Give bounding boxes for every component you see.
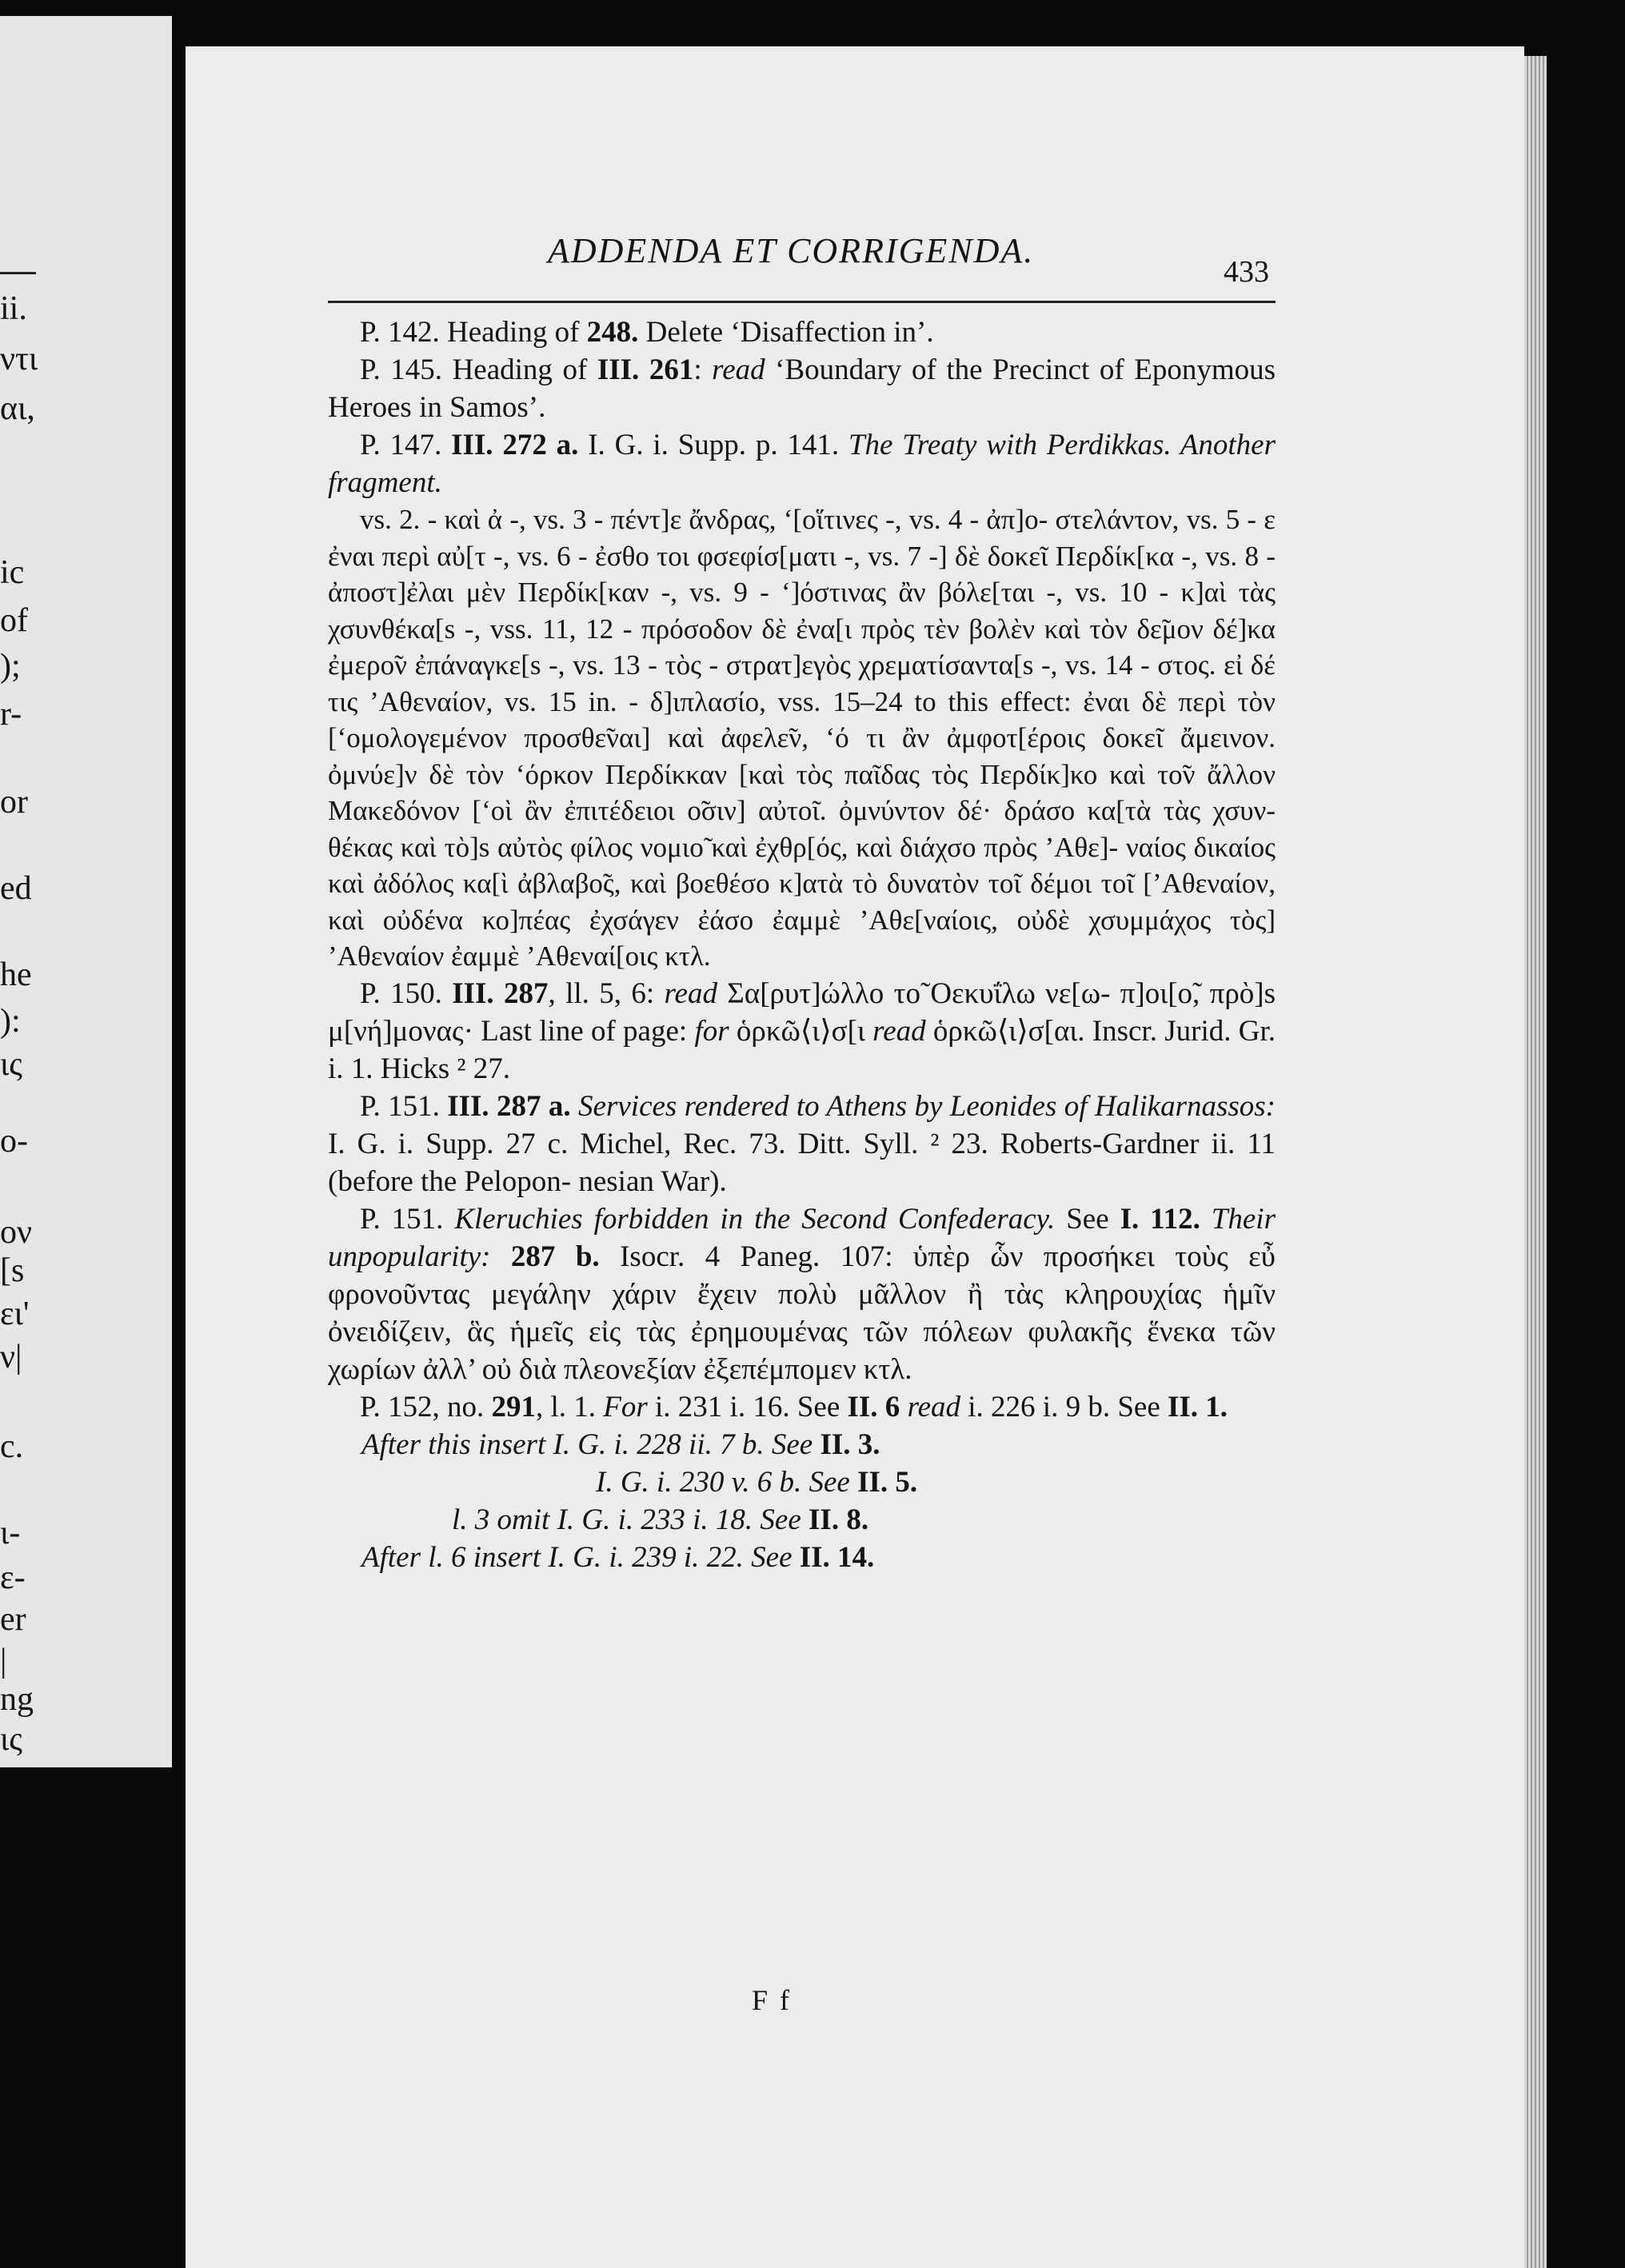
entry-number: 291 bbox=[491, 1390, 536, 1423]
facing-page-fragment: or bbox=[0, 784, 28, 821]
insert-lead: After l. 6 insert bbox=[361, 1540, 541, 1574]
facing-page-fragment: ii. bbox=[0, 290, 27, 327]
insert-lead: After this insert bbox=[361, 1427, 546, 1461]
entry-title: Kleruchies forbidden in the Second Confederacy. bbox=[454, 1202, 1056, 1236]
entry-text: See bbox=[1055, 1202, 1120, 1236]
entry-ref: P. 152, no. bbox=[360, 1390, 492, 1423]
page-body bbox=[328, 313, 1276, 1576]
insert-line bbox=[328, 1539, 1276, 1576]
facing-page-fragment: ic bbox=[0, 554, 25, 591]
facing-page-fragment: he bbox=[0, 956, 32, 993]
facing-page-fragment: er bbox=[0, 1601, 26, 1638]
entry-number: II. 6 bbox=[847, 1390, 900, 1423]
insert-number: II. 14. bbox=[799, 1540, 875, 1574]
entry-p151-a bbox=[328, 1088, 1276, 1200]
entry-ref: P. 145. Heading of bbox=[360, 353, 597, 386]
entry-p142 bbox=[328, 313, 1276, 351]
entry-text: : bbox=[693, 353, 713, 386]
facing-page-fragment: ng bbox=[0, 1681, 34, 1718]
insert-number: II. 3. bbox=[820, 1427, 880, 1461]
entry-p147 bbox=[328, 426, 1276, 501]
insert-lead: l. 3 omit bbox=[452, 1503, 550, 1536]
entry-text: , ll. 5, 6: bbox=[548, 976, 665, 1010]
entry-ref: P. 150. bbox=[360, 976, 453, 1010]
greek-inscription: vs. 2. - καὶ ἀ -, vs. 3 - πέντ]ε ἄνδρας, ‘[οἵτινες -, vs. 4 - ἀπ]ο- στελάντον, vs. 5 - ε ἐναι περὶ αὐ[τ -, vs. 6 - ἐσθο τοι φσεφίσ[ματι -, vs. 7 -] δὲ δοκεῖ Περδίκ[κα -, vs. 8 - ἀποστ]ἐλαι μὲν Περδίκ[καν -, vs. 9 - ‘]όστινας ἂν βόλε[ται -, vs. 10 - κ]αὶ τὰς χσυνθέκα[s -, vss. 11, 12 - πρόσοδον δὲ ἐνα[ι πρὸς τὲν βολὲν καὶ τὸν δε̃μον δέ]κα ἐμερο̃ν ἐπάναγκε[s -, vs. 13 - τὸς - στρατ]εγὸς χρεματίσαντα[s -, vs. 14 - στος. εἰ δέ τις ’Αθεναίον, vs. 15 in. - δ]ιπλασίο, vss. 15–24 to this effect: ἐναι δὲ περὶ τὸν [‘ομολογεμένον προσθε̃ναι] καὶ ἀφελε̃ν, ‘ό τι ἂν ἀμφοτ[έροις δοκε̃ι ἄμεινον. ὀμνύε]ν δὲ τὸν ‘όρκον Περδίκκαν [καὶ τὸς παῖδας τὸς Περδίκ]κο καὶ το̃ν ἄλλον Μακεδόνον [‘οὶ ἂν ἐπιτέδειοι ο̃σιν] αὐτο̃ι. ὀμνύντον δέ· δράσο κα[τὰ τὰς χσυν- θέκας καὶ τὸ]s αὐτὸς φίλος νομιο̃ καὶ ἐχθρ[ός, καὶ διάχσο πρὸς ’Αθε]- ναίος δικαίος καὶ ἀδόλος κα[ὶ ἀβλαβο̃ς, καὶ βοεθέσο κ]ατὰ τὸ δυνατὸν το̃ι δέμοι το̃ι [’Αθεναίον, καὶ οὐδένα κο]πέας ἐχσάγεν ἐάσο ἐαμμὲ ’Αθε[ναίοις, οὐδὲ χσυμμάχος τὸς] ’Αθεναίον ἐαμμὲ ’Αθεναί[οις κτλ. bbox=[328, 504, 1276, 972]
entry-ref: P. 151. bbox=[360, 1202, 455, 1236]
page-number: 433 bbox=[1224, 255, 1269, 289]
insert-line bbox=[328, 1426, 1276, 1463]
insert-number: II. 8. bbox=[809, 1503, 869, 1536]
insert-line bbox=[328, 1463, 1276, 1501]
entry-title: The Treaty with Perdikkas. Another fragment. bbox=[328, 429, 1276, 499]
facing-page-rule bbox=[0, 272, 36, 274]
entry-number: 248. bbox=[586, 316, 639, 349]
facing-page-fragment: ε- bbox=[0, 1559, 26, 1596]
insert-line bbox=[328, 1501, 1276, 1539]
entry-read: read bbox=[664, 976, 717, 1010]
entry-number: III. 287 bbox=[452, 976, 549, 1010]
entry-for: For bbox=[603, 1390, 648, 1423]
entry-ref: P. 151. bbox=[360, 1089, 448, 1123]
facing-page-edge bbox=[0, 16, 172, 1767]
entry-number: 287 b. bbox=[490, 1240, 600, 1273]
entry-text: Σα[ρυτ]ώλλο το̃ Οεκυΐλω νε[ω- π]οι[ο̃, πρὸ]s μ[νή]μονας· Last line of page: bbox=[328, 976, 1276, 1048]
facing-page-fragment: of bbox=[0, 602, 28, 639]
facing-page-fragment: c. bbox=[0, 1428, 24, 1465]
entry-p151-b bbox=[328, 1200, 1276, 1388]
entry-number: III. 272 a. bbox=[451, 429, 579, 461]
entry-text: i. 226 i. 9 b. See bbox=[960, 1390, 1168, 1423]
facing-page-fragment: ): bbox=[0, 1003, 21, 1040]
entry-text: i. 231 i. 16. See bbox=[647, 1390, 848, 1423]
insert-ref: I. G. i. 239 i. 22. See bbox=[541, 1540, 800, 1574]
facing-page-fragment: αι, bbox=[0, 390, 35, 427]
entry-number: III. 287 a. bbox=[447, 1089, 571, 1123]
entry-p152 bbox=[328, 1388, 1276, 1426]
facing-page-fragment: ed bbox=[0, 870, 32, 907]
insert-number: II. 5. bbox=[857, 1465, 918, 1499]
entry-number: III. 261 bbox=[597, 353, 694, 386]
entry-text: ὁρκῶ⟨ι⟩σ[ι bbox=[729, 1014, 873, 1048]
entry-ref: P. 142. Heading of bbox=[360, 316, 587, 349]
entry-p150 bbox=[328, 975, 1276, 1088]
facing-page-fragment: [s bbox=[0, 1252, 25, 1289]
insert-ref: I. G. i. 233 i. 18. See bbox=[549, 1503, 809, 1536]
entry-text: Isocr. 4 Paneg. 107: ὑπὲρ ὧν προσήκει τοὺς εὖ φρονοῦντας μεγάλην χάριν ἔχειν πολὺ μᾶλλον ἢ τὰς κληρουχίας ἡμῖν ὀνειδίζειν, ἃς ἡμεῖς εἰς τὰς ἐρημουμένας τῶν πόλεων φυλακῆς ἕνεκα τῶν χωρίων ἀλλ’ οὐ διὰ πλεονεξίαν ἐξεπέμπομεν κτλ. bbox=[328, 1240, 1276, 1386]
entry-text: ὁρκῶ⟨ι⟩σ[αι. Inscr. Jurid. Gr. i. 1. Hicks ² 27. bbox=[328, 1014, 1276, 1085]
entry-text: I. G. i. Supp. 27 c. Michel, Rec. 73. Ditt. Syll. ² 23. Roberts-Gardner ii. 11 (before the Pelopon- nesian War). bbox=[328, 1127, 1276, 1198]
entry-ref: P. 147. bbox=[360, 429, 452, 461]
facing-page-fragment: ις bbox=[0, 1721, 22, 1758]
facing-page-fragment: ον bbox=[0, 1214, 32, 1251]
entry-read: read bbox=[872, 1014, 926, 1048]
facing-page-fragment: ); bbox=[0, 648, 21, 685]
entry-for: for bbox=[694, 1014, 729, 1048]
entry-text: ‘Boundary of the Precinct of Eponymous Heroes in Samos’. bbox=[328, 353, 1276, 424]
entry-read: read bbox=[712, 353, 765, 386]
facing-page-fragment: ο- bbox=[0, 1123, 28, 1160]
page-stack-edge bbox=[1524, 56, 1547, 2268]
entry-text: Delete ‘Disaffection in’. bbox=[638, 316, 934, 349]
insert-ref: I. G. i. 230 v. 6 b. See bbox=[596, 1465, 858, 1499]
entry-title: Services rendered to Athens by Leonides of Halikarnassos: bbox=[570, 1089, 1276, 1123]
facing-page-fragment: | bbox=[0, 1643, 7, 1679]
facing-page-fragment: ις bbox=[0, 1046, 22, 1083]
entry-p145 bbox=[328, 351, 1276, 426]
facing-page-fragment: ν| bbox=[0, 1339, 22, 1376]
entry-number: II. 1. bbox=[1168, 1390, 1228, 1423]
facing-page-fragment: ει' bbox=[0, 1296, 30, 1332]
facing-page-fragment: ι- bbox=[0, 1515, 21, 1551]
header-rule bbox=[328, 301, 1276, 303]
insert-ref: I. G. i. 228 ii. 7 b. See bbox=[545, 1427, 820, 1461]
entry-text: I. G. i. Supp. p. 141. bbox=[578, 429, 848, 461]
facing-page-fragment: ντι bbox=[0, 341, 38, 377]
entry-title: Their unpopularity: bbox=[328, 1202, 1276, 1273]
printer-signature: F f bbox=[752, 1984, 793, 2016]
facing-page-fragment: r- bbox=[0, 696, 22, 733]
running-head: ADDENDA ET CORRIGENDA. bbox=[548, 231, 1035, 270]
entry-number: I. 112. bbox=[1120, 1202, 1200, 1236]
entry-text: , l. 1. bbox=[535, 1390, 604, 1423]
entry-read: read bbox=[900, 1390, 961, 1423]
